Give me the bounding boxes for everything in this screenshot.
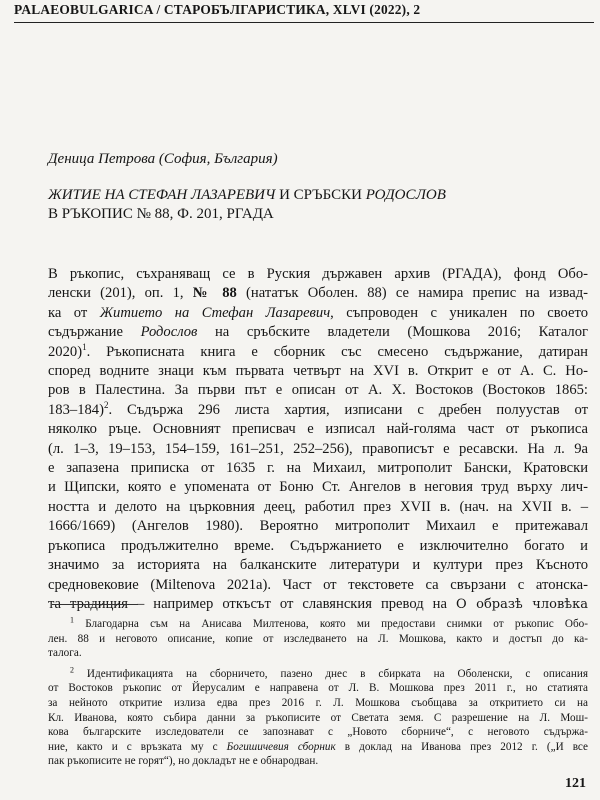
title-line-1	[48, 186, 578, 205]
title-line-2: В РЪКОПИС № 88, Ф. 201, РГАДА	[48, 206, 274, 222]
footnote-segment-italic: Богишичевия сборник	[226, 740, 336, 753]
footnote-1	[48, 617, 588, 661]
footnote-marker: 2	[70, 665, 74, 675]
article-title	[48, 186, 578, 224]
footnote-segment: в доклад на Иванова през 2012 г. („И все	[335, 740, 588, 753]
body-segment: 183–184)	[48, 401, 104, 418]
footnote-line: пак ръкописите не горят“), но докладът не е обнародван.	[48, 755, 319, 768]
footnote-line: кова българските изследователи се запознават с „Новото сборниче“, с неговото съдържа-	[48, 726, 588, 739]
body-segment: 2020)	[48, 343, 83, 360]
body-segment-bold: № 88	[192, 285, 237, 302]
body-segment: та традиция – например откъсът от славянския превод на	[48, 595, 456, 612]
footnote-line: лен. 88 и неговото описание, копие от изследването на Л. Мошкова, както и достъп до ка-	[48, 632, 588, 645]
title-part-italic: РОДОСЛОВ	[365, 187, 446, 203]
footnotes	[48, 617, 588, 775]
body-segment: , съпроводен с уникален по своето	[330, 304, 588, 321]
body-line: според водните знаци към първата четвърт на XVI в. Открит е от А. С. Но-	[48, 363, 588, 380]
body-line	[48, 401, 588, 420]
footnote-line	[48, 740, 588, 755]
footnote-line: талога.	[48, 647, 82, 660]
footnote-marker: 2	[103, 399, 109, 410]
body-line: В ръкопис, съхраняващ се в Руския държавен архив (РГАДА), фонд Обо-	[48, 266, 588, 282]
body-line: е запазена приписка от 1635 г. на Михаил, митрополит Бански, Кратовски	[48, 460, 588, 477]
body-line	[48, 323, 588, 342]
body-segment: ленски (201), оп. 1,	[48, 285, 193, 302]
author-line: Деница Петрова (София, България)	[48, 151, 278, 167]
body-segment: . Ръкописната книга е сборник със смесено съдържание, датиран	[86, 343, 588, 360]
footnote-rule	[52, 604, 138, 605]
body-line: ров в Палестина. За първи път е описан от А. Х. Востоков (Востоков 1865:	[48, 382, 588, 399]
body-line: ръкописа продължително време. Съдържанието е изключително богато и	[48, 537, 588, 554]
title-part: И СРЪБСКИ	[275, 187, 366, 203]
footnote-segment: ние, както и с връзката му с	[48, 740, 227, 753]
body-segment-italic: Родослов	[140, 324, 198, 341]
body-line: няколко ръце. Основният преписвач е изписал най-голяма част от ръкописа	[48, 421, 588, 438]
footnote-line	[48, 667, 588, 682]
body-line	[48, 304, 588, 323]
body-text	[48, 265, 588, 614]
body-line: (л. 1–3, 19–153, 154–159, 161–251, 252–256), правописът е ресавски. На л. 9а	[48, 440, 588, 457]
footnote-marker: 1	[82, 341, 87, 352]
body-line: ността и делото на църковния деец, работил през XVII в. (нач. на XVII в. –	[48, 498, 588, 515]
footnote-line: от Востоков ръкопис от Йерусалим е направена от Л. В. Мошкова през 2011 г., но статията	[48, 682, 588, 695]
body-segment: ка от	[48, 304, 100, 321]
footnote-segment: Благодарна съм на Анисава Милтенова, която ми предостави снимки от ръкопис Обо-	[74, 618, 588, 630]
body-line	[48, 284, 588, 303]
body-line: значимо за историята на балканските литератури и култури през Късното	[48, 557, 588, 574]
footnote-segment: Идентификацията на сборничето, пазено днес в сбирката на Оболенски, с описания	[74, 667, 588, 680]
body-segment: съдържание	[48, 324, 141, 341]
header-rule	[14, 22, 594, 23]
body-line: средновековие (Miltenova 2021a). Част от текстовете са свързани с атонска-	[48, 576, 588, 593]
body-line	[48, 343, 588, 362]
body-line: и Щипски, която е упомената от Боню Ст. Ангелов в неговия труд върху лич-	[48, 479, 588, 496]
footnote-line: Кл. Иванова, която събира данни за ръкописите от Светата земя. С разрешение на Л. Мош-	[48, 711, 588, 724]
body-segment: . Съдържа 296 листа хартия, изписани с дребен полуустав от	[108, 401, 588, 418]
running-head: PALAEOBULGARICA / СТАРОБЪЛГАРИСТИКА, XLVI (2022), 2	[14, 2, 421, 17]
body-segment-italic: Житието на Стефан Лазаревич	[99, 304, 331, 321]
footnote-2	[48, 667, 588, 769]
footnote-line	[48, 617, 588, 632]
footnote-marker: 1	[70, 615, 74, 625]
body-segment: на сръбските владетели (Мошкова 2016; Каталог	[197, 324, 588, 341]
body-line: 1666/1669) (Ангелов 1980). Вероятно митрополит Михаил е притежавал	[48, 518, 588, 535]
title-part-italic: ЖИТИЕ НА СТЕФАН ЛАЗАРЕВИЧ	[48, 187, 276, 203]
page-number: 121	[565, 776, 586, 791]
body-segment-old-script: О образѣ чловѣка	[455, 596, 588, 612]
footnote-line: за нейното откритие излиза едва през 2016 г. Л. Мошкова съобщава за откритието си на	[48, 696, 588, 709]
body-segment: (нататък Оболен. 88) се намира препис на извад-	[236, 285, 588, 302]
